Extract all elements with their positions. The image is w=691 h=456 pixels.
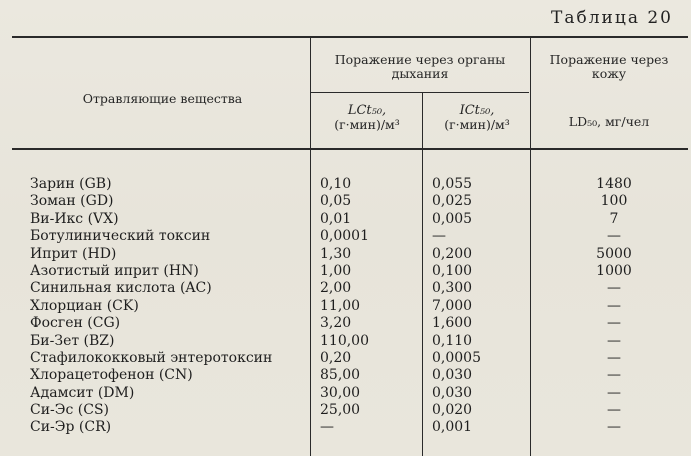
subheader-rule xyxy=(311,92,529,93)
ld50-value: 5000 xyxy=(596,245,632,262)
header-ict50 xyxy=(425,104,529,132)
header-lct50-symbol: LCt₅₀, xyxy=(347,103,387,118)
ict50-value: — xyxy=(432,228,446,245)
agent-name: Хлорацетофенон (CN) xyxy=(30,367,193,384)
ld50-value: — xyxy=(607,297,621,314)
table-row xyxy=(0,228,691,245)
header-lct50 xyxy=(314,104,420,132)
ict50-value: 0,001 xyxy=(432,419,473,436)
lct50-value: 0,20 xyxy=(320,349,352,366)
lct50-value: 0,01 xyxy=(320,210,352,227)
lct50-value: 0,10 xyxy=(320,176,352,192)
agent-name: Адамсит (DM) xyxy=(30,384,135,401)
ict50-value: 0,020 xyxy=(432,402,473,419)
ict50-value: 0,055 xyxy=(432,176,473,192)
ld50-value: — xyxy=(607,402,621,419)
agent-name: Си-Эр (CR) xyxy=(30,419,112,436)
agent-name: Хлорциан (CK) xyxy=(30,297,139,314)
table-row xyxy=(0,385,691,402)
table-number-label: Таблица 20 xyxy=(551,8,673,28)
table-row xyxy=(0,367,691,384)
table-row xyxy=(0,419,691,436)
table-row xyxy=(0,280,691,297)
ict50-value: 0,110 xyxy=(432,332,473,349)
ld50-value: 100 xyxy=(600,193,628,210)
header-inhalation: Поражение через органы дыхания xyxy=(334,52,506,81)
top-rule xyxy=(12,36,688,38)
ld50-value: — xyxy=(607,349,621,366)
header-skin: Поражение через кожу xyxy=(549,52,669,81)
ld50-value: — xyxy=(607,280,621,297)
ict50-value: 0,100 xyxy=(432,262,473,279)
ict50-value: 7,000 xyxy=(432,297,473,314)
table-row xyxy=(0,402,691,419)
ict50-value: 0,030 xyxy=(432,367,473,384)
table-row xyxy=(0,193,691,210)
header-agents: Отравляющие вещества xyxy=(82,91,243,106)
lct50-value: 25,00 xyxy=(320,402,361,419)
ict50-value: 0,025 xyxy=(432,193,473,210)
ld50-value: — xyxy=(607,228,621,245)
header-bottom-rule xyxy=(12,148,688,150)
header-ld50: LD₅₀, мг/чел xyxy=(568,114,650,129)
lct50-value: 85,00 xyxy=(320,367,361,384)
agent-name: Азотистый иприт (HN) xyxy=(30,262,199,279)
ld50-value: — xyxy=(607,384,621,401)
agent-name: Ви-Икс (VX) xyxy=(30,210,119,227)
table-row xyxy=(0,246,691,263)
header-lct50-unit: (г·мин)/м³ xyxy=(334,117,400,132)
table-row xyxy=(0,211,691,228)
ld50-value: 1000 xyxy=(596,262,632,279)
lct50-value: 1,00 xyxy=(320,262,352,279)
header-ict50-symbol: ICt₅₀, xyxy=(459,103,495,118)
agent-name: Си-Эс (CS) xyxy=(30,402,110,419)
ict50-value: 0,005 xyxy=(432,210,473,227)
lct50-value: 0,05 xyxy=(320,193,352,210)
lct50-value: 11,00 xyxy=(320,297,361,314)
header-ict50-unit: (г·мин)/м³ xyxy=(444,117,510,132)
agent-name: Фосген (CG) xyxy=(30,315,121,332)
table-row xyxy=(0,298,691,315)
agent-name: Зоман (GD) xyxy=(30,193,114,210)
ict50-value: 0,030 xyxy=(432,384,473,401)
agent-name: Иприт (HD) xyxy=(30,245,117,262)
ld50-value: — xyxy=(607,419,621,436)
ict50-value: 0,0005 xyxy=(432,349,481,366)
table-row xyxy=(0,263,691,280)
ld50-value: 1480 xyxy=(596,176,632,192)
table-row xyxy=(0,333,691,350)
ld50-value: 7 xyxy=(609,210,619,227)
lct50-value: 0,0001 xyxy=(320,228,369,245)
ict50-value: 0,200 xyxy=(432,245,473,262)
agent-name: Зарин (GB) xyxy=(30,176,112,192)
ict50-value: 0,300 xyxy=(432,280,473,297)
lct50-value: — xyxy=(320,419,334,436)
agent-name: Стафилококковый энтеротоксин xyxy=(30,349,273,366)
ict50-value: 1,600 xyxy=(432,315,473,332)
ld50-value: — xyxy=(607,332,621,349)
lct50-value: 2,00 xyxy=(320,280,352,297)
lct50-value: 1,30 xyxy=(320,245,352,262)
table-row xyxy=(0,315,691,332)
table-row xyxy=(0,350,691,367)
ld50-value: — xyxy=(607,367,621,384)
agent-name: Ботулинический токсин xyxy=(30,228,211,245)
table-row xyxy=(0,176,691,193)
table-body xyxy=(0,176,691,437)
lct50-value: 3,20 xyxy=(320,315,352,332)
agent-name: Би-Зет (BZ) xyxy=(30,332,115,349)
lct50-value: 110,00 xyxy=(320,332,369,349)
ld50-value: — xyxy=(607,315,621,332)
lct50-value: 30,00 xyxy=(320,384,361,401)
agent-name: Синильная кислота (AC) xyxy=(30,280,212,297)
